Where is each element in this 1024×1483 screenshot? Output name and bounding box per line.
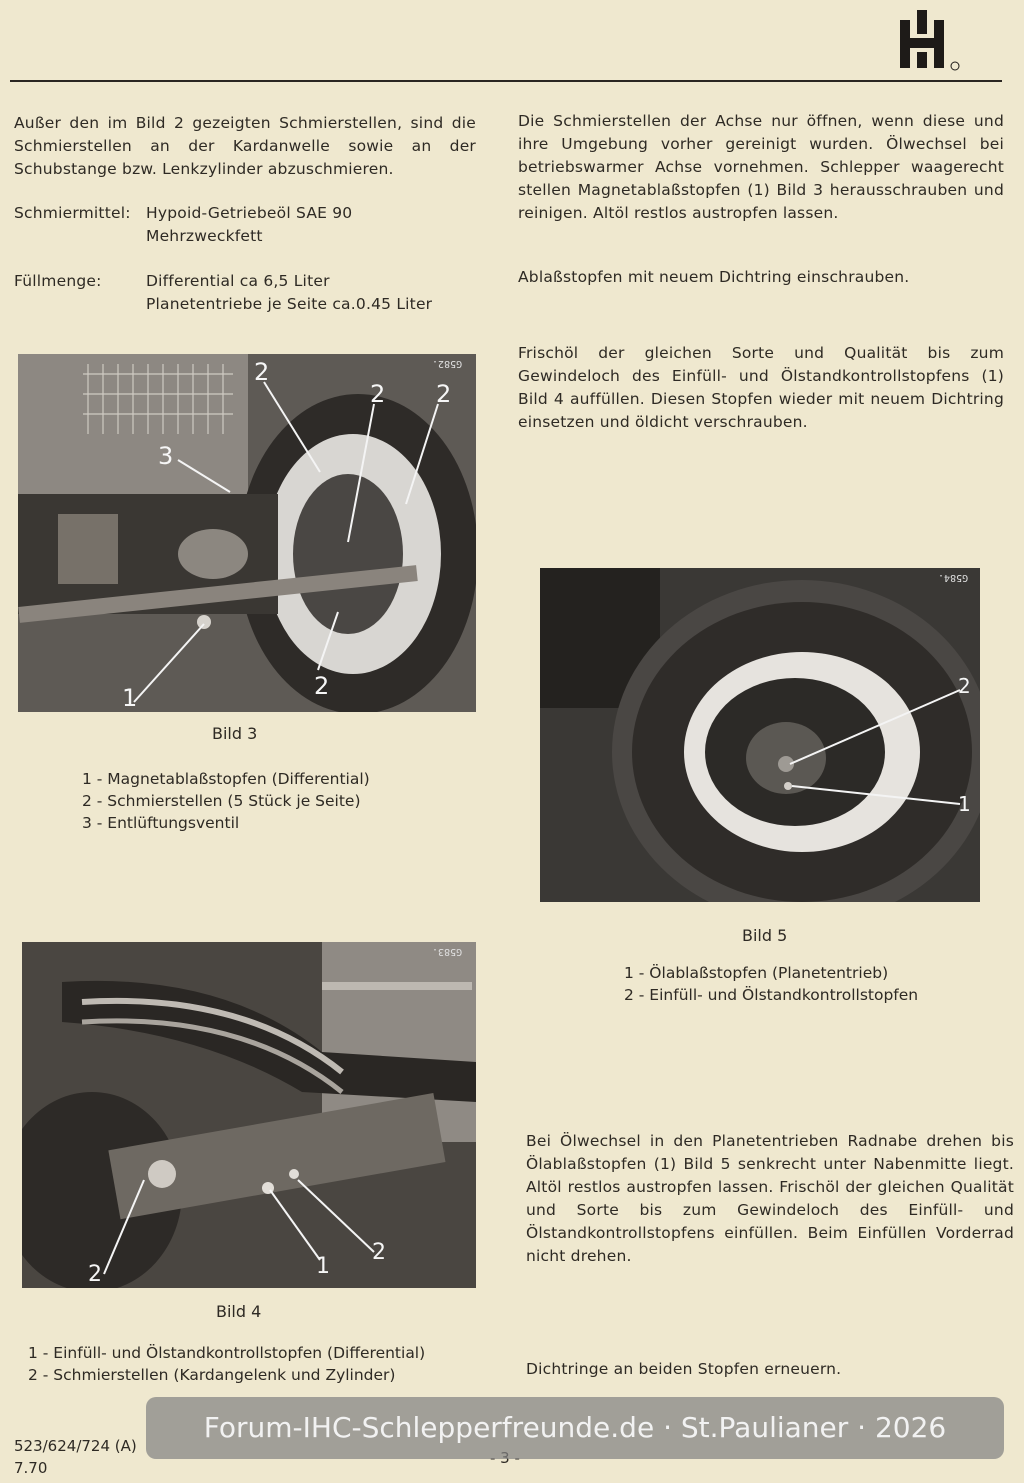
bild-5-callout-2: 2 <box>958 674 971 698</box>
bild-5-legend-item: 1 - Ölablaßstopfen (Planetentrieb) <box>624 964 889 982</box>
bild-3-callout-2a: 2 <box>254 358 270 386</box>
bild-4-callout-2b: 2 <box>88 1262 102 1287</box>
lubricant-label: Schmiermittel: <box>14 204 131 222</box>
bild-3-callout-lines <box>18 354 476 712</box>
renew-seals-paragraph: Dichtringe an beiden Stopfen erneuern. <box>526 1360 842 1378</box>
bild-4-callout-1: 1 <box>316 1254 330 1279</box>
issue-date: 7.70 <box>14 1459 48 1477</box>
bild-3-callout-2b: 2 <box>370 380 386 408</box>
fill-quantity-label: Füllmenge: <box>14 272 102 290</box>
lubricant-spec <box>14 202 484 248</box>
bild-5-legend <box>624 962 1004 1006</box>
bild-3-legend-item: 3 - Entlüftungsventil <box>82 814 240 832</box>
fill-quantity-spec <box>14 270 484 316</box>
bild-4-photo-code: G583. <box>432 946 463 957</box>
ihc-logo <box>896 8 962 72</box>
bild-3-legend-item: 2 - Schmierstellen (5 Stück je Seite) <box>82 792 361 810</box>
bild-5-callout-lines <box>540 568 980 902</box>
drain-plug-paragraph: Ablaßstopfen mit neuem Dichtring einschrauben. <box>518 268 910 286</box>
bild-4-legend-item: 2 - Schmierstellen (Kardangelenk und Zylinder) <box>28 1366 396 1384</box>
bild-5-callout-1: 1 <box>958 792 971 816</box>
bild-3-legend-item: 1 - Magnetablaßstopfen (Differential) <box>82 770 370 788</box>
bild-5-caption: Bild 5 <box>742 926 788 945</box>
photo-bild-5 <box>540 568 980 902</box>
ihc-logo-mark <box>896 8 962 72</box>
bild-3-caption: Bild 3 <box>212 724 258 743</box>
bild-4-caption: Bild 4 <box>216 1302 262 1321</box>
intro-paragraph: Außer den im Bild 2 gezeigten Schmierstellen, sind die Schmierstellen an der Kardanwelle sowie an der Schubstange bzw. Lenkzylinder abzuschmieren. <box>14 114 476 178</box>
bild-4-callout-2a: 2 <box>372 1240 386 1265</box>
photo-bild-4 <box>22 942 476 1288</box>
bild-5-legend-item: 2 - Einfüll- und Ölstandkontrollstopfen <box>624 986 919 1004</box>
bild-3-photo-code: G582. <box>432 358 463 369</box>
bild-4-callout-lines <box>22 942 476 1288</box>
lubricant-value-1: Hypoid-Getriebeöl SAE 90 <box>146 204 353 222</box>
model-number: 523/624/724 (A) <box>14 1437 137 1455</box>
bild-4-legend <box>28 1342 498 1386</box>
bild-3-callout-2d: 2 <box>314 672 330 700</box>
planetary-oil-change-paragraph: Bei Ölwechsel in den Planetentrieben Radnabe drehen bis Ölablaßstopfen (1) Bild 5 senkrecht unter Nabenmitte liegt. Altöl restlos austropfen lassen. Frischöl der gleichen Qualität und Sorte bis zum Gewindeloch des Einfüll- und Ölstandkontrollstopfens einfüllen. Beim Einfüllen Vorderrad nicht drehen. <box>526 1132 1014 1265</box>
photo-bild-3 <box>18 354 476 712</box>
bild-3-callout-1: 1 <box>122 684 138 712</box>
bild-4-legend-item: 1 - Einfüll- und Ölstandkontrollstopfen (Differential) <box>28 1344 426 1362</box>
lubricant-value-2: Mehrzweckfett <box>146 227 263 245</box>
fill-quantity-value-1: Differential ca 6,5 Liter <box>146 272 330 290</box>
forum-watermark: Forum-IHC-Schlepperfreunde.de · St.Paulianer · 2026 <box>146 1397 1004 1459</box>
bild-3-legend <box>82 768 482 834</box>
oil-change-paragraph: Die Schmierstellen der Achse nur öffnen, wenn diese und ihre Umgebung vorher gereinigt wurden. Ölwechsel bei betriebswarmer Achse vornehmen. Schlepper waagerecht stellen Magnetablaßstopfen (1) Bild 3 herausschrauben und reinigen. Altöl restlos austropfen lassen. <box>518 112 1004 222</box>
bild-5-photo-code: G584. <box>938 572 969 583</box>
bild-3-callout-2c: 2 <box>436 380 452 408</box>
fill-quantity-value-2: Planetentriebe je Seite ca.0.45 Liter <box>146 295 433 313</box>
bild-3-callout-3: 3 <box>158 442 174 470</box>
header-rule <box>10 80 1002 82</box>
refill-paragraph: Frischöl der gleichen Sorte und Qualität bis zum Gewindeloch des Einfüll- und Ölstandkontrollstopfens (1) Bild 4 auffüllen. Diesen Stopfen wieder mit neuem Dichtring einsetzen und öldicht verschrauben. <box>518 344 1004 431</box>
